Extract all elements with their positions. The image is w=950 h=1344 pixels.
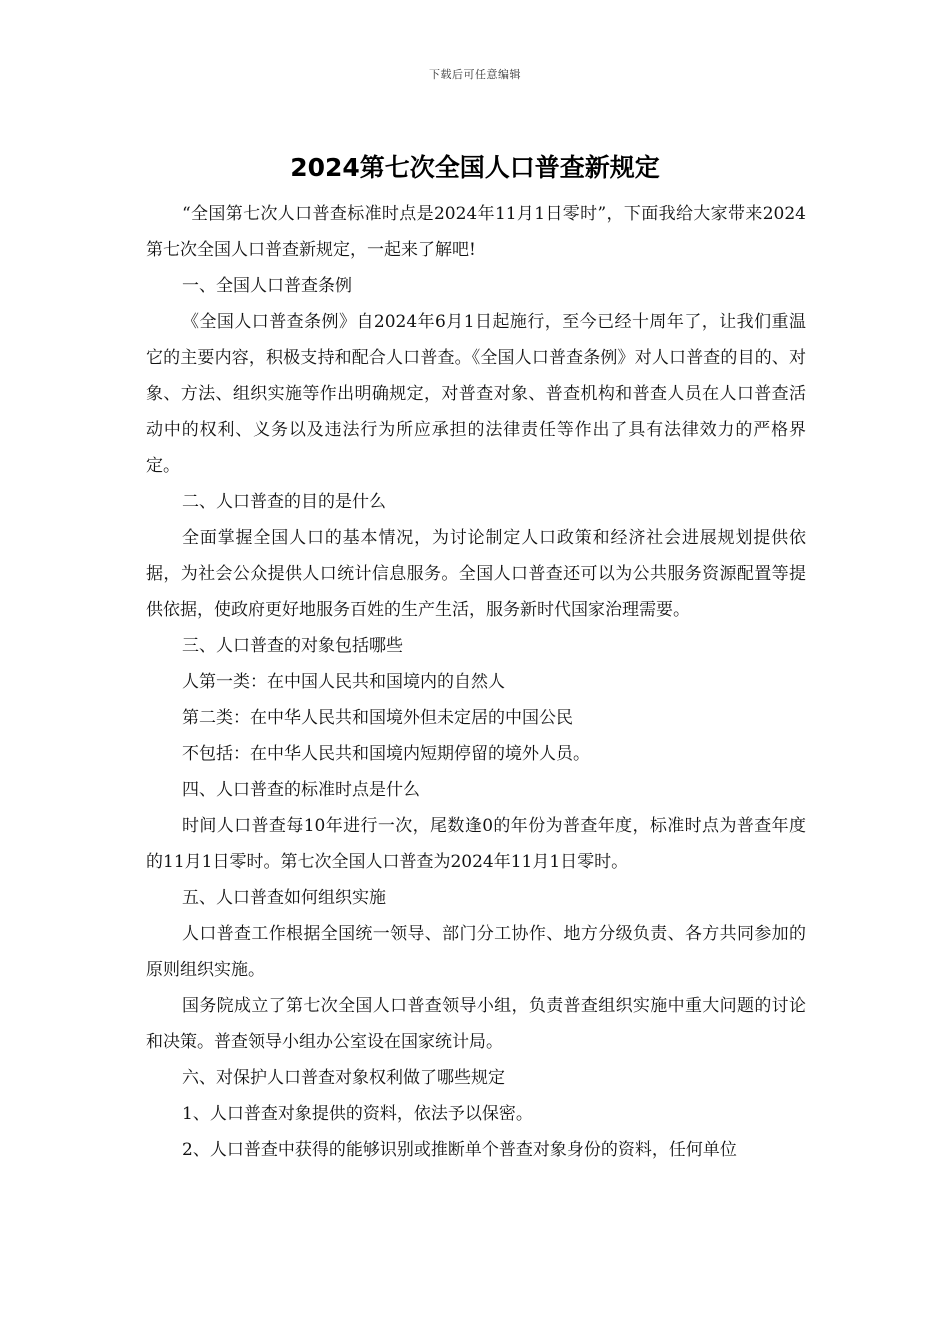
paragraph-regulation: 《全国人口普查条例》自2024年6月1日起施行，至今已经十周年了，让我们重温它的主要内容，积极支持和配合人口普查。《全国人口普查条例》对人口普查的目的、对象、方法、组织实施等作出明确规定，对普查对象、普查机构和普查人员在人口普查活动中的权利、义务以及违法行为所应承担的法律责任等作出了具有法律效力的严格界定。 (146, 312, 806, 476)
section-heading-4: 四、人口普查的标准时点是什么 (182, 780, 420, 800)
paragraph-time-point: 时间人口普查每10年进行一次，尾数逢0的年份为普查年度，标准时点为普查年度的11月1日零时。第七次全国人口普查为2024年11月1日零时。 (146, 816, 806, 872)
document-title: 2024第七次全国人口普查新规定 (290, 153, 660, 182)
paragraph-leading-group: 国务院成立了第七次全国人口普查领导小组，负责普查组织实施中重大问题的讨论和决策。普查领导小组办公室设在国家统计局。 (146, 996, 806, 1052)
section-heading-3: 三、人口普查的对象包括哪些 (182, 636, 403, 656)
section-heading-1: 一、全国人口普查条例 (182, 276, 352, 296)
paragraph-purpose: 全面掌握全国人口的基本情况，为讨论制定人口政策和经济社会进展规划提供依据，为社会公众提供人口统计信息服务。全国人口普查还可以为公共服务资源配置等提供依据，使政府更好地服务百姓的生产生活，服务新时代国家治理需要。 (146, 528, 806, 620)
paragraph-organization: 人口普查工作根据全国统一领导、部门分工协作、地方分级负责、各方共同参加的原则组织实施。 (146, 924, 806, 980)
section-heading-2: 二、人口普查的目的是什么 (182, 492, 386, 512)
paragraph-rule-2: 2、人口普查中获得的能够识别或推断单个普查对象身份的资料，任何单位 (182, 1140, 737, 1160)
document-body (146, 196, 806, 1168)
page-header-note: 下载后可任意编辑 (429, 68, 521, 81)
section-heading-5: 五、人口普查如何组织实施 (182, 888, 386, 908)
paragraph-rule-1: 1、人口普查对象提供的资料，依法予以保密。 (182, 1104, 533, 1124)
paragraph-category-1: 人第一类：在中国人民共和国境内的自然人 (182, 672, 505, 692)
paragraph-intro: “全国第七次人口普查标准时点是2024年11月1日零时”，下面我给大家带来2024第七次全国人口普查新规定，一起来了解吧! (146, 204, 806, 260)
section-heading-6: 六、对保护人口普查对象权利做了哪些规定 (182, 1068, 505, 1088)
paragraph-category-2: 第二类：在中华人民共和国境外但未定居的中国公民 (182, 708, 573, 728)
paragraph-excluded: 不包括：在中华人民共和国境内短期停留的境外人员。 (182, 744, 590, 764)
